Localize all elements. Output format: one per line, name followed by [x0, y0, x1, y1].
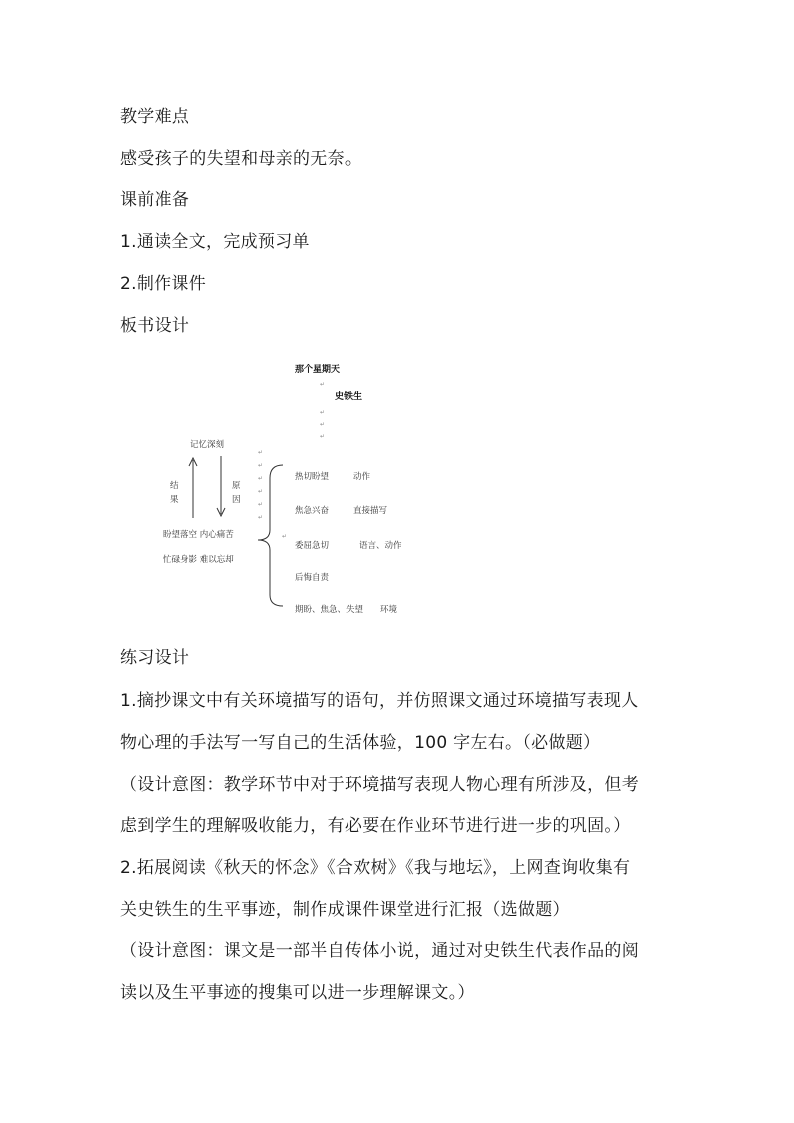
practice-line: 关史铁生的生平事迹，制作成课件课堂进行汇报（选做题）: [120, 900, 570, 920]
paragraph-mark: ↵: [320, 421, 326, 428]
right-item-b: 直接描写: [353, 506, 388, 516]
practice-line: 1.摘抄课文中有关环境描写的语句，并仿照课文通过环境描写表现人: [120, 691, 639, 711]
right-item-a: 期盼、焦急、失望: [295, 605, 364, 615]
right-item-b: 语言、动作: [359, 541, 402, 551]
memory-label: 记忆深刻: [190, 440, 225, 450]
paragraph-mark: ↵: [258, 462, 264, 469]
practice-line: 物心理的手法写一写自己的生活体验，100 字左右。（必做题）: [120, 733, 601, 753]
board-title: 那个星期天: [295, 365, 341, 375]
paragraph-mark: ↵: [258, 475, 264, 482]
cause-char: 原: [232, 481, 241, 491]
right-item-a: 热切盼望: [295, 472, 330, 482]
paragraph-mark: ↵: [320, 409, 326, 416]
paragraph-mark: ↵: [258, 501, 264, 508]
paragraph-mark: ↵: [320, 433, 326, 440]
cause-char: 因: [232, 495, 241, 505]
right-item-a: 后悔自责: [295, 573, 330, 583]
brace: [258, 465, 283, 606]
practice-line: 虑到学生的理解吸收能力，有必要在作业环节进行进一步的巩固。）: [120, 816, 631, 836]
practice-heading: 练习设计: [120, 648, 190, 668]
left-item: 盼望落空 内心痛苦: [163, 530, 234, 540]
difficulty-heading: 教学难点: [120, 107, 190, 127]
board-author: 史铁生: [335, 392, 363, 402]
practice-line: （设计意图：课文是一部半自传体小说，通过对史铁生代表作品的阅: [120, 941, 639, 961]
paragraph-mark: ↵: [282, 533, 288, 540]
prep-item: 1.通读全文，完成预习单: [120, 232, 310, 252]
practice-line: 2.拓展阅读《秋天的怀念》《合欢树》《我与地坛》，上网查询收集有: [120, 858, 631, 878]
right-item-b: 动作: [353, 472, 371, 482]
practice-line: （设计意图：教学环节中对于环境描写表现人物心理有所涉及，但考: [120, 775, 639, 795]
left-item: 忙碌身影 难以忘却: [163, 555, 234, 565]
result-char: 结: [170, 481, 179, 491]
practice-line: 读以及生平事迹的搜集可以进一步理解课文。）: [120, 983, 475, 1003]
prep-item: 2.制作课件: [120, 274, 207, 294]
right-item-b: 环境: [380, 605, 398, 615]
prep-heading: 课前准备: [120, 190, 190, 210]
board-heading: 板书设计: [120, 316, 190, 336]
result-char: 果: [170, 495, 179, 505]
paragraph-mark: ↵: [258, 514, 264, 521]
paragraph-mark: ↵: [320, 381, 326, 388]
right-item-a: 焦急兴奋: [295, 506, 330, 516]
paragraph-mark: ↵: [258, 449, 264, 456]
paragraph-mark: ↵: [258, 488, 264, 495]
difficulty-text: 感受孩子的失望和母亲的无奈。: [120, 149, 363, 169]
right-item-a: 委屈急切: [295, 541, 330, 551]
